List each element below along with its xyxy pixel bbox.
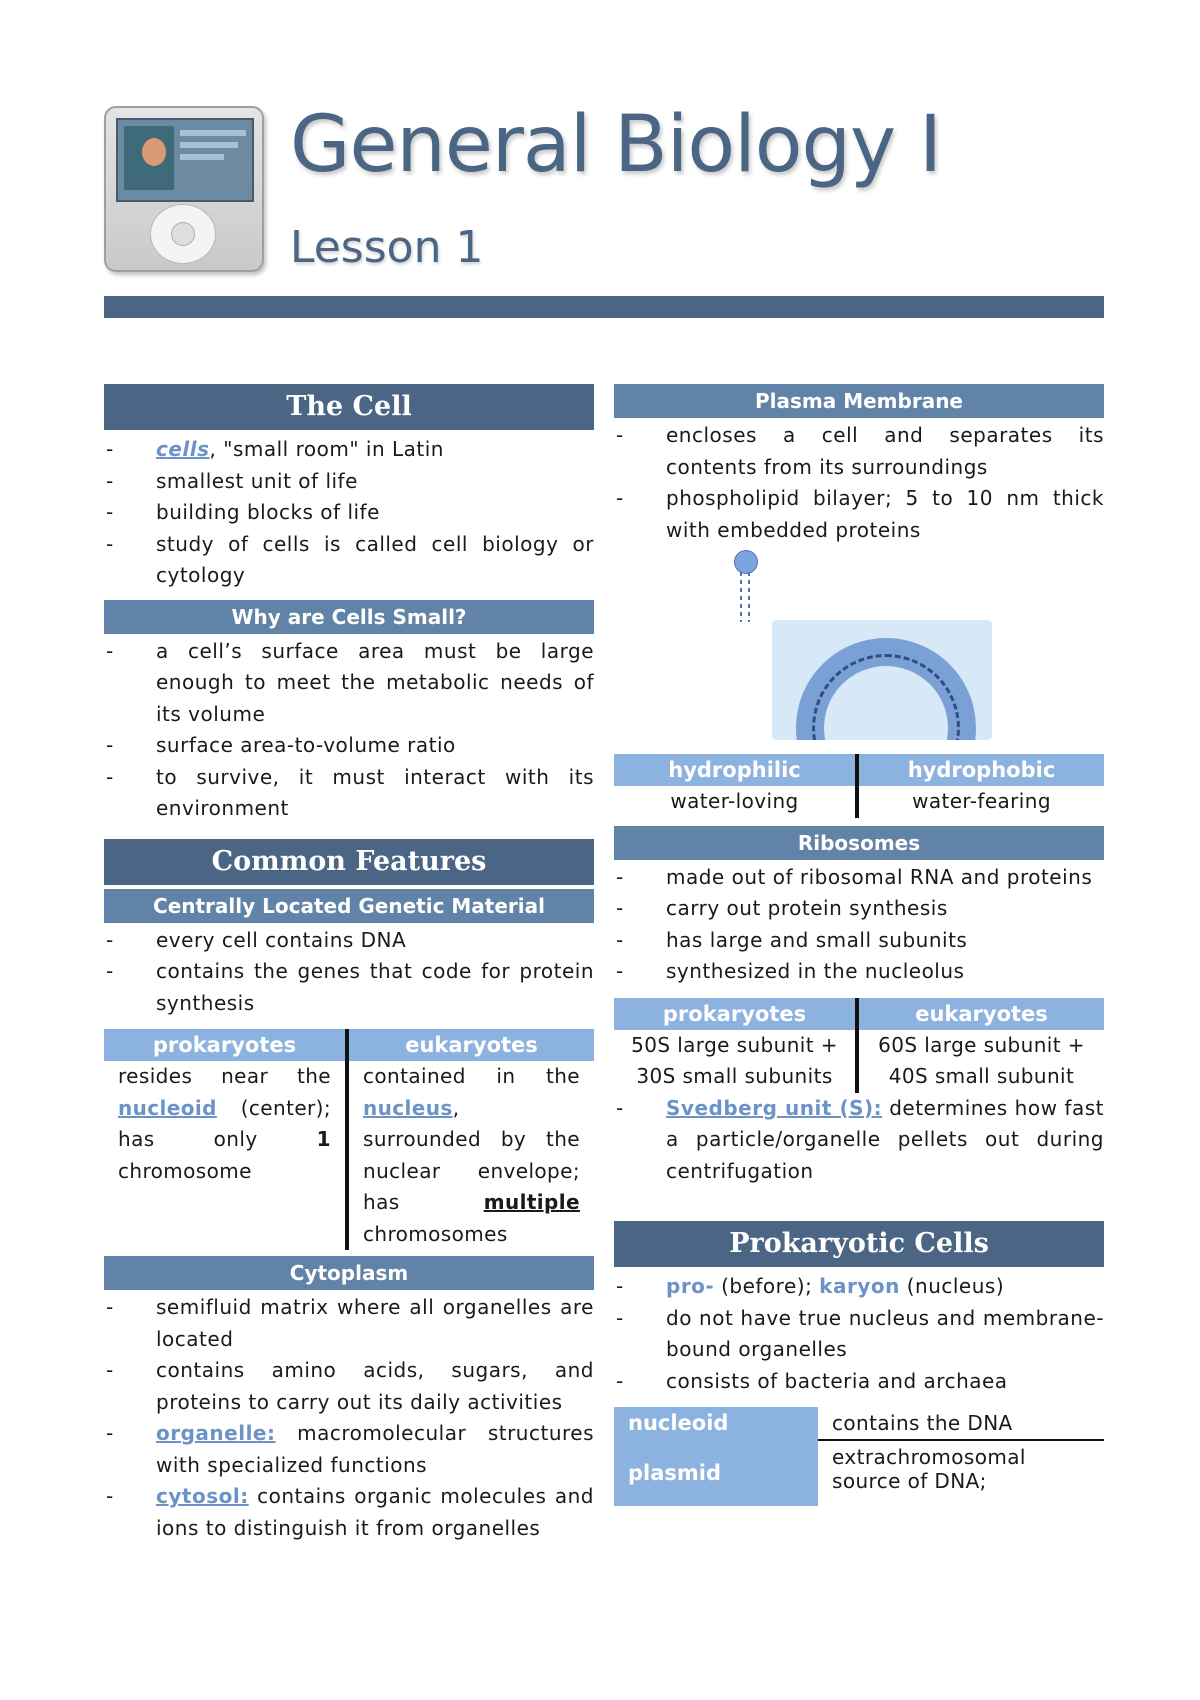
- prokaryotes-column: [104, 1029, 349, 1250]
- list-item: - study of cells is called cell biology or cytology: [104, 529, 594, 592]
- list-item: - contains the genes that code for protein synthesis: [104, 956, 594, 1019]
- list-item: - contains amino acids, sugars, and proteins to carry out its daily activities: [104, 1355, 594, 1418]
- list-item: - to survive, it must interact with its environment: [104, 762, 594, 825]
- ipod-image: [104, 106, 264, 272]
- list-item: - building blocks of life: [104, 497, 594, 529]
- pro-eu-genetic-table: [104, 1029, 594, 1250]
- right-column: [614, 384, 1104, 1506]
- hydrophilic-hydrophobic-table: [614, 754, 1104, 818]
- list-item: - made out of ribosomal RNA and proteins: [614, 862, 1104, 894]
- list-item: - synthesized in the nucleolus: [614, 956, 1104, 988]
- list-item: - every cell contains DNA: [104, 925, 594, 957]
- list-item: - smallest unit of life: [104, 466, 594, 498]
- page-subtitle: Lesson 1: [290, 222, 484, 273]
- list-item: - cells, "small room" in Latin: [104, 434, 594, 466]
- prokaryotic-structures-table: [614, 1407, 1104, 1506]
- eukaryotes-column: [349, 1029, 594, 1250]
- table-label: nucleoid: [614, 1407, 818, 1440]
- list-item: - a cell’s surface area must be large enough to meet the metabolic needs of its volume: [104, 636, 594, 731]
- list-item: - organelle: macromolecular structures with specialized functions: [104, 1418, 594, 1481]
- table-value: contains the DNA: [818, 1407, 1104, 1440]
- list-item: - surface area-to-volume ratio: [104, 730, 594, 762]
- table-row: [614, 1407, 1104, 1440]
- table-label: plasmid: [614, 1440, 818, 1506]
- prokaryotes-cell: resides near the nucleoid (center); has only 1 chromosome: [118, 1064, 331, 1183]
- cytoplasm-heading: Cytoplasm: [104, 1256, 594, 1290]
- left-column: [104, 384, 594, 1544]
- ribosome-eukaryotes-column: [859, 998, 1104, 1093]
- phospholipid-molecule-icon: [734, 550, 756, 630]
- table-row: [614, 1440, 1104, 1506]
- ribosome-prokaryotes-cell: 50S large subunit + 30S small subunits: [631, 1032, 838, 1088]
- prokaryotes-header: prokaryotes: [104, 1029, 345, 1061]
- ribosome-subunit-table: [614, 998, 1104, 1093]
- ribosome-eukaryotes-cell: 60S large subunit + 40S small subunit: [878, 1032, 1085, 1088]
- list-item: - encloses a cell and separates its contents from its surroundings: [614, 420, 1104, 483]
- ribosomes-heading: Ribosomes: [614, 826, 1104, 860]
- list-item: - Svedberg unit (S): determines how fast a particle/organelle pellets out during centrifugation: [614, 1093, 1104, 1188]
- hydrophilic-header: hydrophilic: [614, 754, 855, 786]
- list-item: - phospholipid bilayer; 5 to 10 nm thick with embedded proteins: [614, 483, 1104, 546]
- eukaryotes-cell: contained in the nucleus, surrounded by the nuclear envelope; has multiple chromosomes: [363, 1064, 580, 1246]
- plasma-membrane-heading: Plasma Membrane: [614, 384, 1104, 418]
- hydrophilic-cell: water-loving: [670, 789, 799, 813]
- prokaryotic-cells-list: [614, 1271, 1104, 1397]
- ipod-click-wheel: [150, 204, 216, 264]
- hydrophobic-cell: water-fearing: [912, 789, 1051, 813]
- list-item: - do not have true nucleus and membrane-bound organelles: [614, 1303, 1104, 1366]
- why-small-heading: Why are Cells Small?: [104, 600, 594, 634]
- list-item: - semifluid matrix where all organelles are located: [104, 1292, 594, 1355]
- ribosomes-list: [614, 862, 1104, 988]
- hydrophobic-header: hydrophobic: [859, 754, 1104, 786]
- header-divider-bar: [104, 296, 1104, 318]
- ribosome-prokaryotes-header: prokaryotes: [614, 998, 855, 1030]
- common-features-heading: Common Features: [104, 839, 594, 885]
- eukaryotes-header: eukaryotes: [349, 1029, 594, 1061]
- genetic-material-subheading: Centrally Located Genetic Material: [104, 889, 594, 923]
- list-item: - carry out protein synthesis: [614, 893, 1104, 925]
- cytoplasm-list: [104, 1292, 594, 1544]
- the-cell-heading: The Cell: [104, 384, 594, 430]
- plasma-membrane-list: [614, 420, 1104, 546]
- svedberg-list: [614, 1093, 1104, 1188]
- ribosome-eukaryotes-header: eukaryotes: [859, 998, 1104, 1030]
- list-item: - has large and small subunits: [614, 925, 1104, 957]
- prokaryotic-cells-heading: Prokaryotic Cells: [614, 1221, 1104, 1267]
- hydrophilic-column: [614, 754, 859, 818]
- page-title: General Biology I: [290, 100, 941, 190]
- ipod-screen: [116, 118, 254, 202]
- table-value: extrachromosomal source of DNA;: [832, 1445, 1026, 1493]
- bilayer-illustration: [772, 620, 992, 740]
- list-item: - cytosol: contains organic molecules and ions to distinguish it from organelles: [104, 1481, 594, 1544]
- phospholipid-bilayer-diagram: [724, 550, 994, 740]
- the-cell-list: [104, 434, 594, 592]
- list-item: - pro- (before); karyon (nucleus): [614, 1271, 1104, 1303]
- hydrophobic-column: [859, 754, 1104, 818]
- why-small-list: [104, 636, 594, 825]
- genetic-material-list: [104, 925, 594, 1020]
- ribosome-prokaryotes-column: [614, 998, 859, 1093]
- list-item: - consists of bacteria and archaea: [614, 1366, 1104, 1398]
